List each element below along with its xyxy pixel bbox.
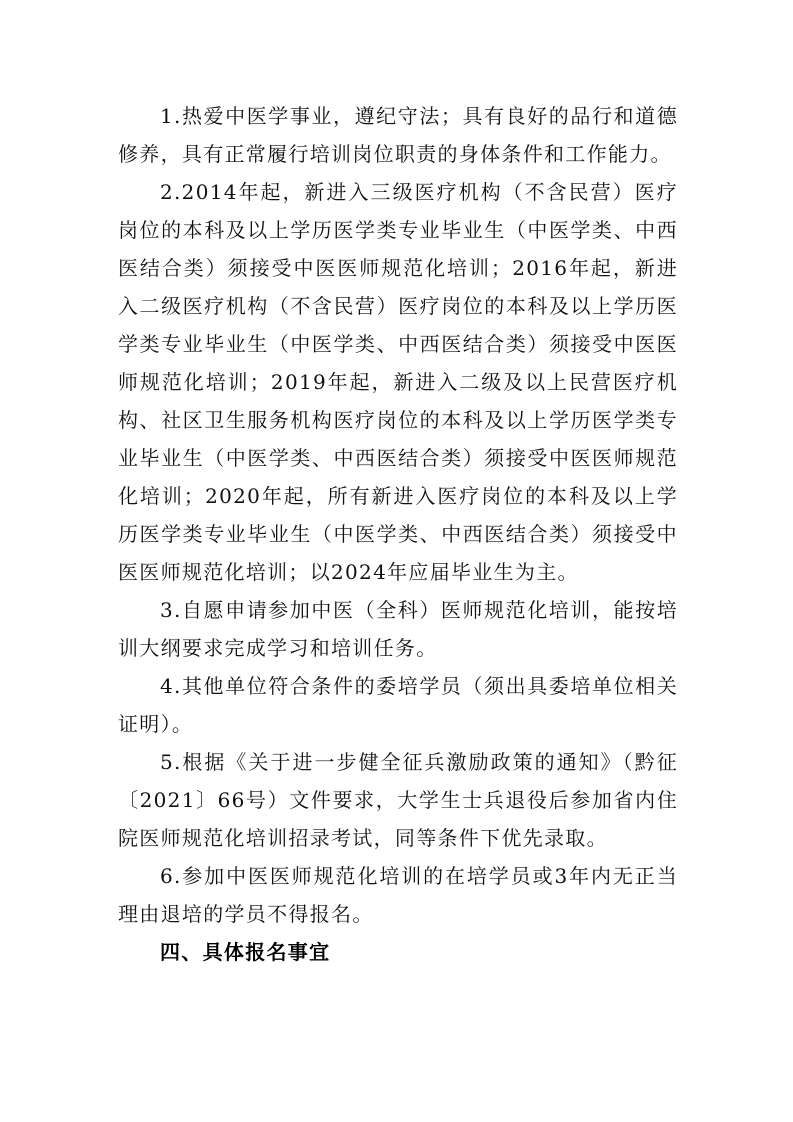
section-heading: 四、具体报名事宜 <box>160 940 331 964</box>
paragraph-requirement-3: 3.自愿申请参加中医（全科）医师规范化培训，能按培训大纲要求完成学习和培训任务。 <box>118 598 678 660</box>
paragraph-requirement-5: 5.根据《关于进一步健全征兵激励政策的通知》（黔征〔2021〕66号）文件要求，大学生士兵退役后参加省内住院医师规范化培训招录考试，同等条件下优先录取。 <box>118 750 678 850</box>
paragraph-requirement-6: 6.参加中医医师规范化培训的在培学员或3年内无正当理由退培的学员不得报名。 <box>118 864 678 926</box>
paragraph-requirement-1: 1.热爱中医学事业，遵纪守法；具有良好的品行和道德修养，具有正常履行培训岗位职责的身体条件和工作能力。 <box>118 104 678 166</box>
paragraph-requirement-4: 4.其他单位符合条件的委培学员（须出具委培单位相关证明）。 <box>118 674 678 736</box>
document-body <box>118 97 678 971</box>
paragraph-requirement-2: 2.2014年起，新进入三级医疗机构（不含民营）医疗岗位的本科及以上学历医学类专业毕业生（中医学类、中西医结合类）须接受中医医师规范化培训；2016年起，新进入二级医疗机构（不含民营）医疗岗位的本科及以上学历医学类专业毕业生（中医学类、中西医结合类）须接受中医医师规范化培训；2019年起，新进入二级及以上民营医疗机构、社区卫生服务机构医疗岗位的本科及以上学历医学类专业毕业生（中医学类、中西医结合类）须接受中医医师规范化培训；2020年起，所有新进入医疗岗位的本科及以上学历医学类专业毕业生（中医学类、中西医结合类）须接受中医医师规范化培训；以2024年应届毕业生为主。 <box>118 180 678 584</box>
